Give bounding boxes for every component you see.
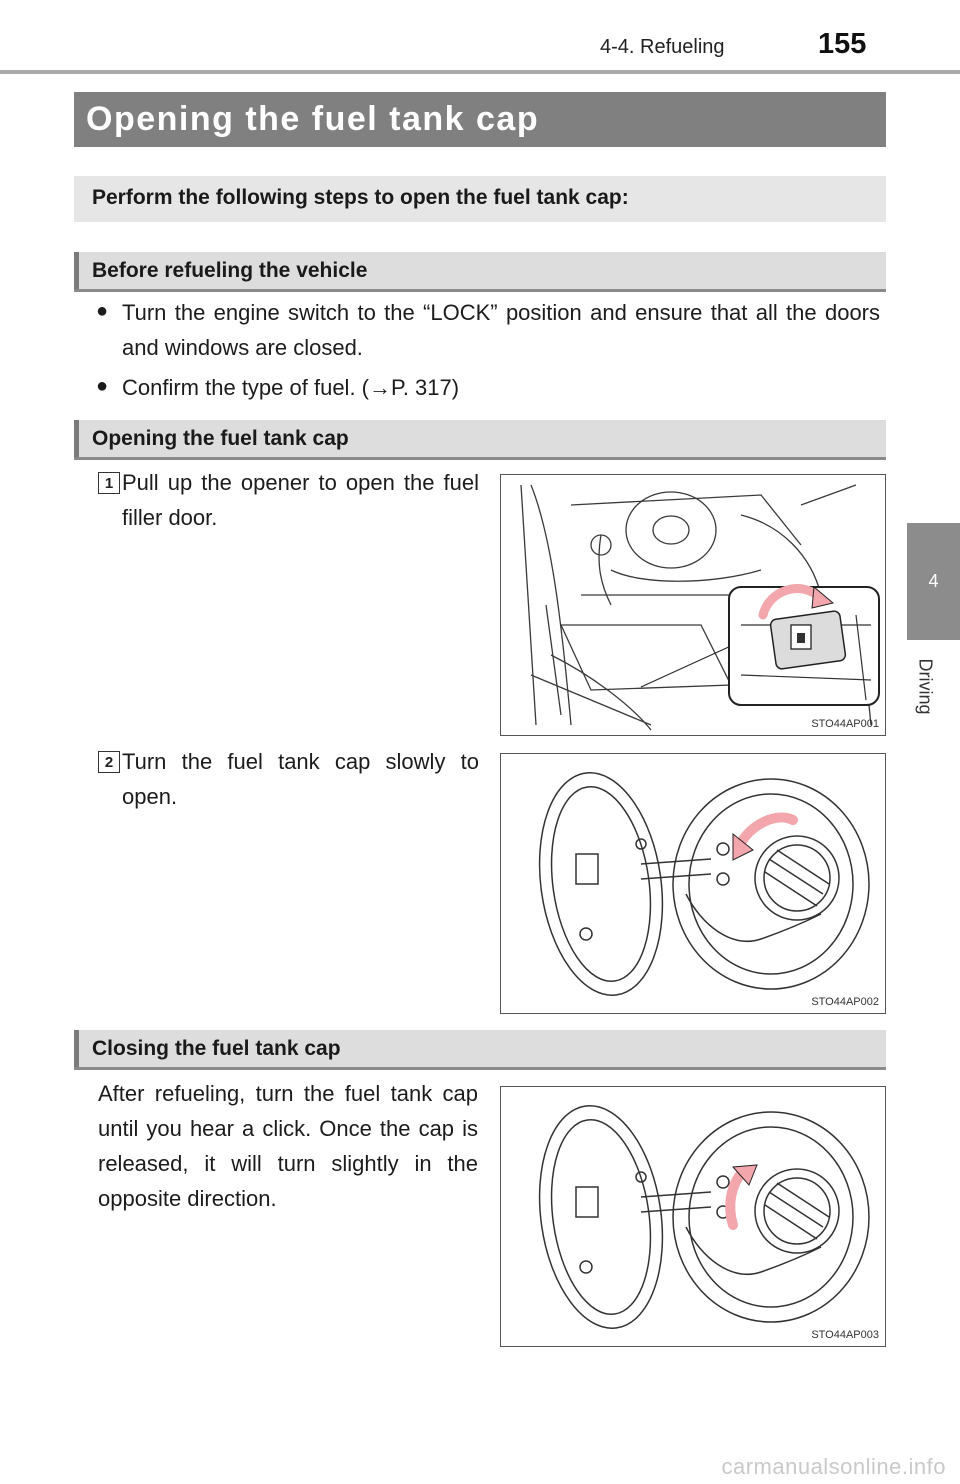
- page-number: 155: [818, 28, 867, 60]
- bullet-text-1: Turn the engine switch to the “LOCK” position and ensure that all the doors and windows are closed.: [122, 300, 880, 360]
- watermark: carmanualsonline.info: [721, 1454, 946, 1479]
- fuel-cap-open-illustration: [501, 754, 886, 1014]
- heading-opening-fuel-cap: Opening the fuel tank cap: [74, 420, 886, 460]
- header-section-title: 4-4. Refueling: [600, 36, 725, 58]
- chapter-tab-label: [905, 648, 945, 724]
- figure-fuel-opener: [500, 474, 886, 736]
- chapter-tab-number: 4: [928, 571, 939, 591]
- step-2-text: Turn the fuel tank cap slowly to open.: [122, 749, 479, 809]
- figure-code-3: STO44AP003: [811, 1329, 879, 1341]
- curved-arrow-icon: [730, 1171, 743, 1225]
- interior-illustration: [501, 475, 886, 736]
- figure-turn-cap-open: [500, 753, 886, 1014]
- figure-close-cap: [500, 1086, 886, 1347]
- page-title: Opening the fuel tank cap: [74, 92, 886, 147]
- step-1-text: Pull up the opener to open the fuel filler door.: [122, 470, 479, 530]
- intro-text: Perform the following steps to open the fuel tank cap:: [74, 176, 886, 222]
- bullet-text-2: Confirm the type of fuel. (→P. 317): [122, 375, 460, 400]
- figure-code-1: STO44AP001: [811, 718, 879, 730]
- header-rule: [0, 70, 960, 74]
- bullet-dot: ●: [96, 375, 109, 397]
- step-badge-1: 1: [98, 472, 120, 494]
- chapter-tab-label-text: Driving: [915, 657, 936, 715]
- fuel-cap-close-illustration: [501, 1087, 886, 1347]
- figure-code-2: STO44AP002: [811, 996, 879, 1008]
- chapter-tab[interactable]: [907, 523, 960, 640]
- bullet-dot: ●: [96, 300, 109, 322]
- heading-before-refueling: Before refueling the vehicle: [74, 252, 886, 292]
- step-badge-2: 2: [98, 751, 120, 773]
- closing-text: After refueling, turn the fuel tank cap until you hear a click. Once the cap is released, it will turn slightly in the opposite direction.: [98, 1081, 478, 1211]
- heading-closing-fuel-cap: Closing the fuel tank cap: [74, 1030, 886, 1070]
